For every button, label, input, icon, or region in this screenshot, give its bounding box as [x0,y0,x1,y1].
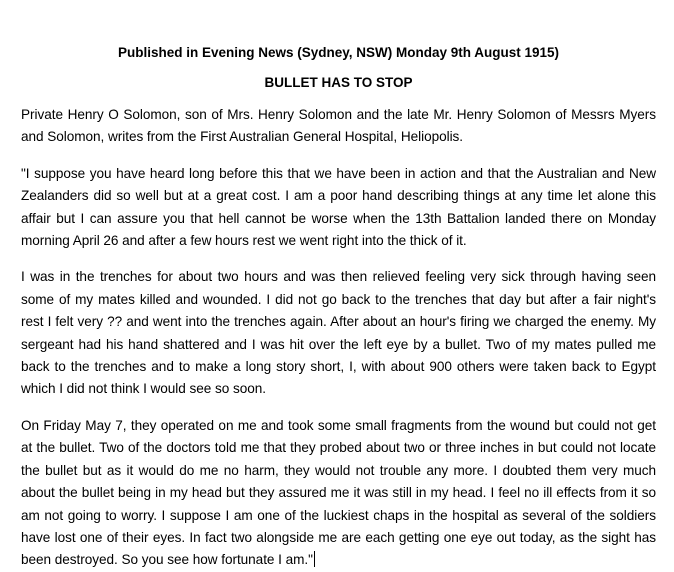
paragraph-landing[interactable]: "I suppose you have heard long before this that we have been in action and that the Australian and New Zealanders did so well but at a great cost. I am a poor hand describing things at any time let alone this affair but I can assure you that hell cannot be worse when the 13th Battalion landed there on Monday morning April 26 and after a few hours rest we went right into the thick of it. [21,165,656,249]
paragraph-trenches[interactable]: I was in the trenches for about two hours and was then relieved feeling very sick through having seen some of my mates killed and wounded. I did not go back to the trenches that day but after a fair night's rest I felt very ?? and went into the trenches again. After about an hour's firing we charged the enemy. My sergeant had his hand shattered and I was hit over the left eye by a bullet. Two of my mates pulled me back to the trenches and to make a long story short, I, with about 900 others were taken back to Egypt which I did not think I would see so soon. [21,269,656,397]
text-cursor [314,551,316,567]
paragraph-operation-text: On Friday May 7, they operated on me and took some small fragments from the wound but could not get at the bullet. Two of the doctors told me that they probed about two or three inches in but could not locate the bullet but as it would do me no harm, they would not trouble any more. I doubted them very much about the bullet being in my head but they assured me it was still in my head. I feel no ill effects from it so am not going to worry. I suppose I am one of the luckiest chaps in the hospital as several of the soldiers have lost one of their eyes. In fact two alongside me are each getting one eye out today, as the sight has been destroyed. So you see how fortunate I am." [21,417,656,568]
paragraph-intro[interactable]: Private Henry O Solomon, son of Mrs. Henry Solomon and the late Mr. Henry Solomon of Messrs Myers and Solomon, writes from the First Australian General Hospital, Heliopolis. [21,107,656,145]
publication-line: Published in Evening News (Sydney, NSW) Monday 9th August 1915) [117,45,560,60]
article-headline: BULLET HAS TO STOP [264,75,413,90]
paragraph-operation[interactable] [21,415,656,572]
